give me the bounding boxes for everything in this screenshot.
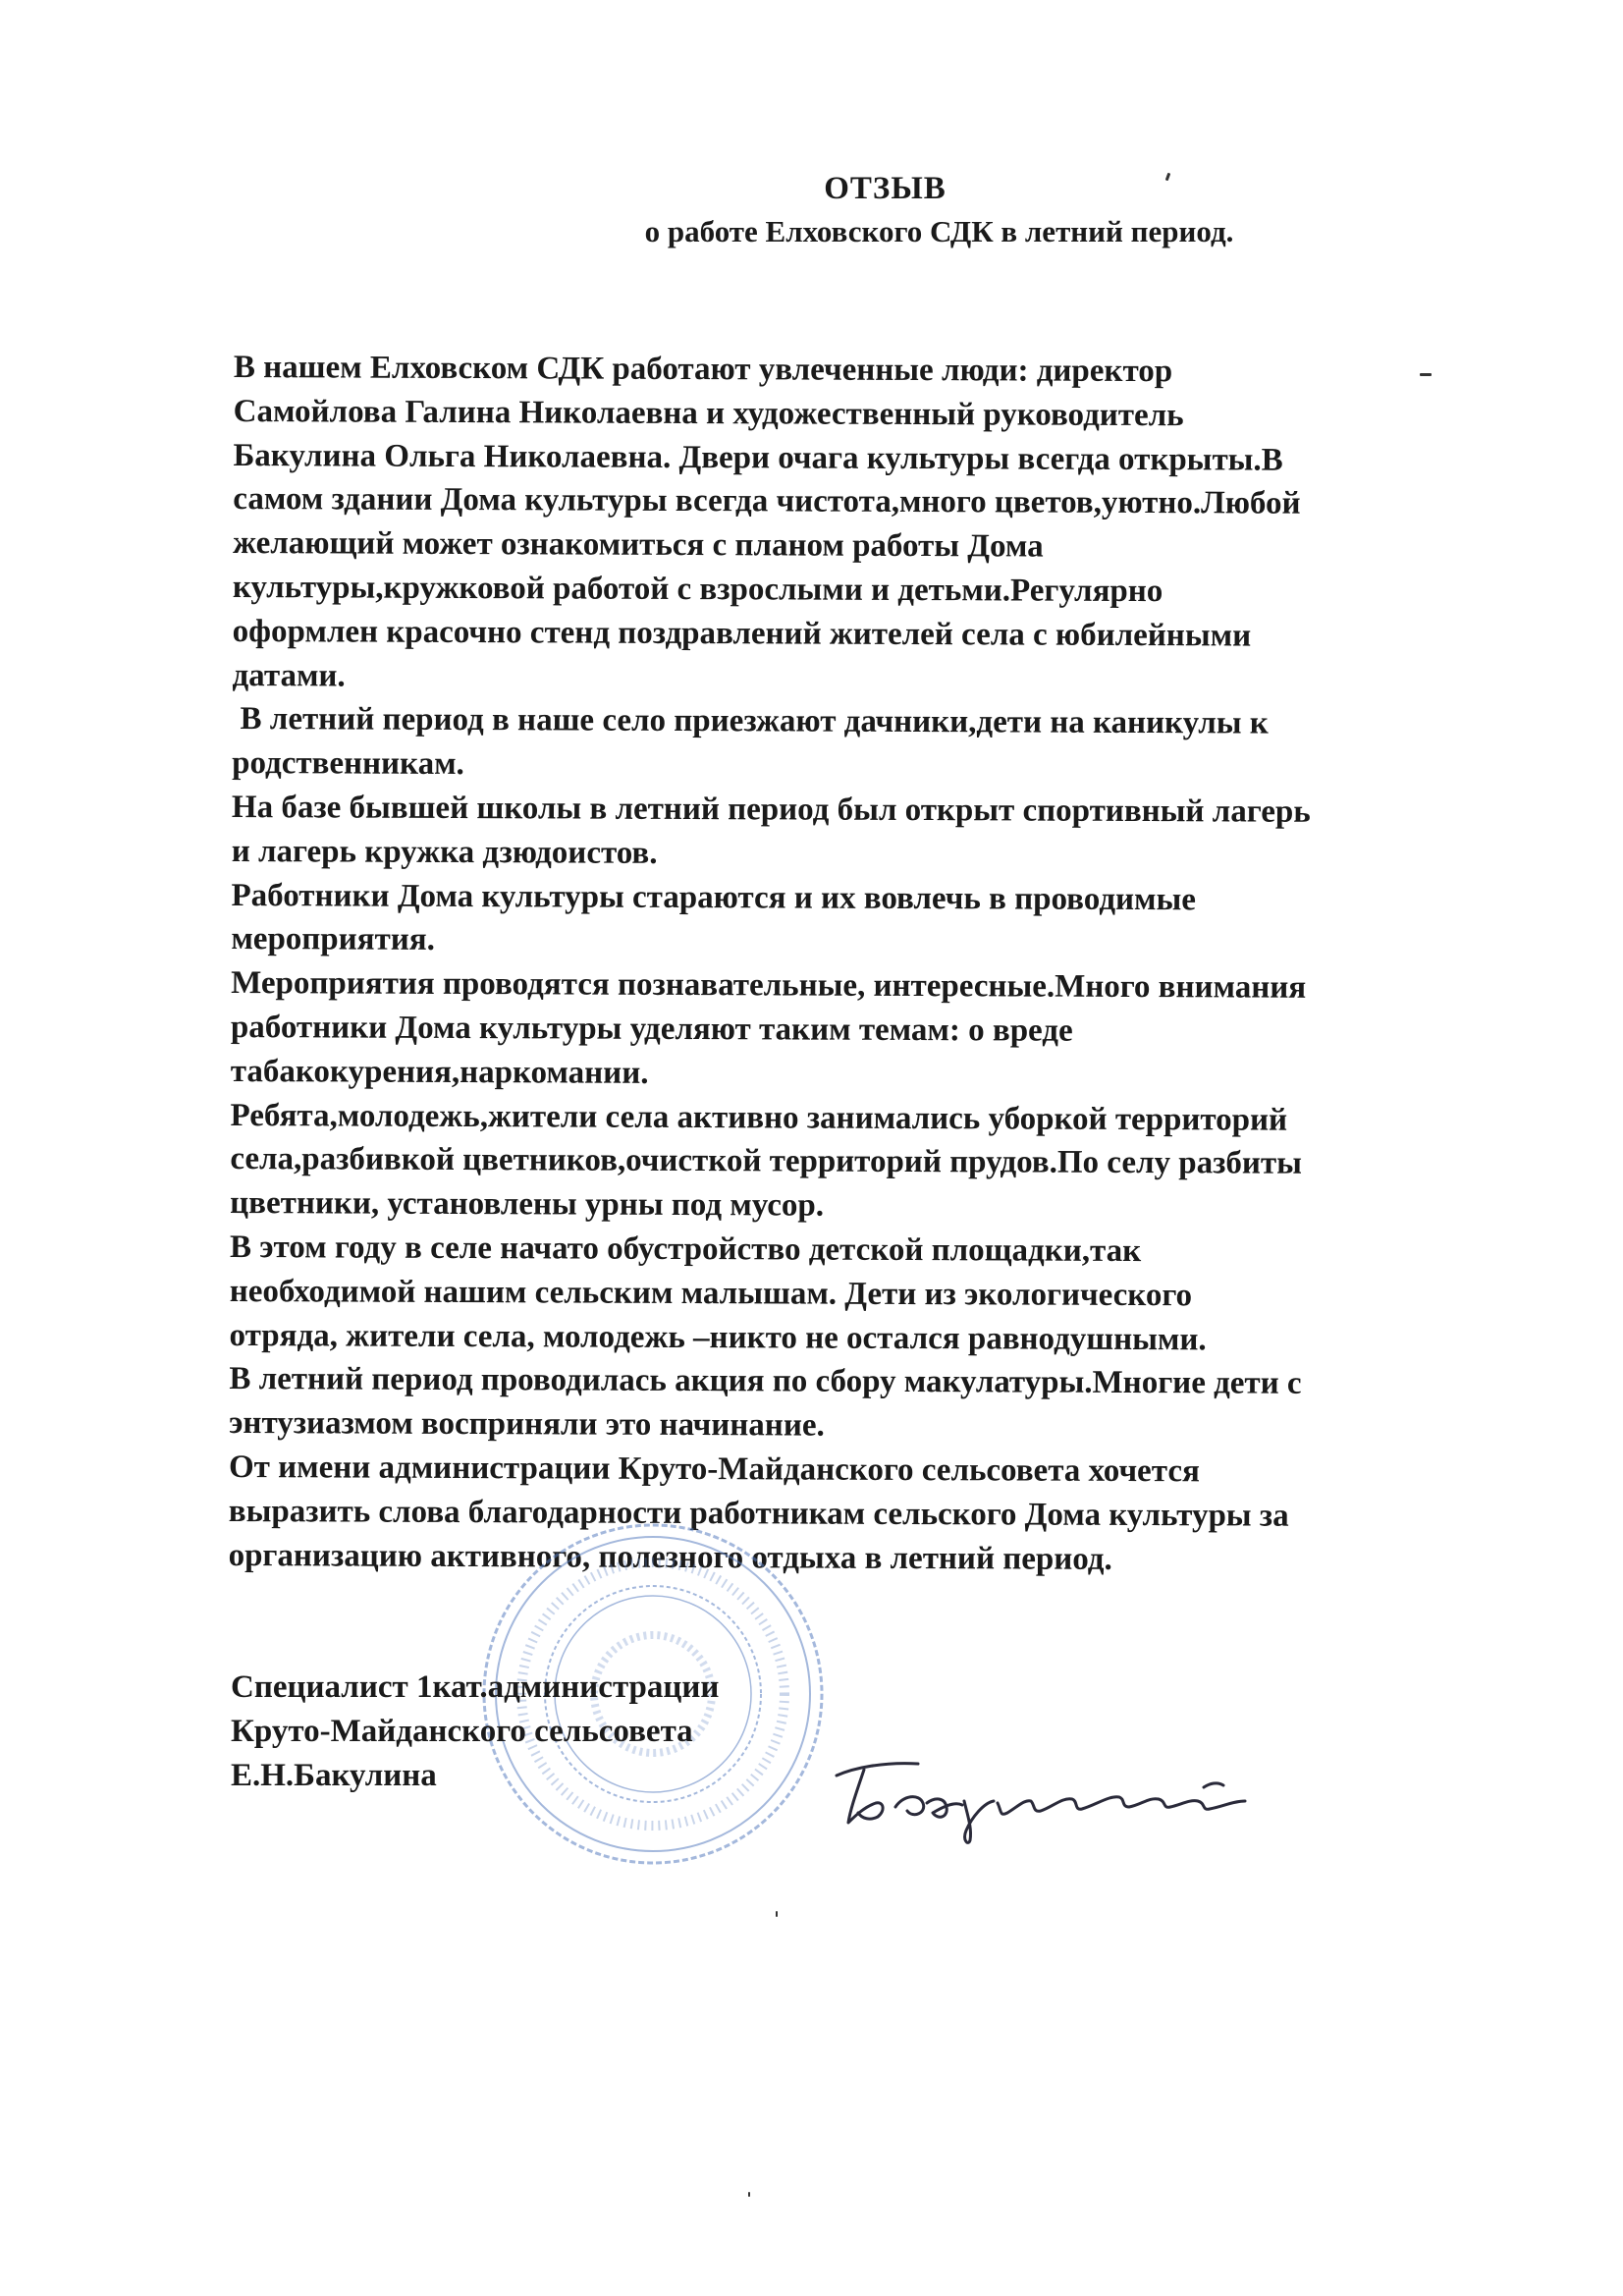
body-line: отряда, жители села, молодежь –никто не остался равнодушными. bbox=[229, 1317, 1207, 1357]
body-line: и лагерь кружка дзюдоистов. bbox=[231, 833, 658, 871]
scan-speck bbox=[748, 2192, 750, 2197]
scan-speck bbox=[776, 1911, 778, 1917]
handwritten-signature bbox=[825, 1738, 1257, 1846]
body-line: На базе бывшей школы в летний период был открыт спортивный лагерь bbox=[231, 789, 1311, 830]
body-line: В летний период проводилась акция по сбору макулатуры.Многие дети с bbox=[229, 1361, 1302, 1402]
scan-speck bbox=[1420, 373, 1432, 376]
body-line: датами. bbox=[232, 657, 346, 694]
body-line: культуры,кружковой работой с взрослыми и детьми.Регулярно bbox=[232, 569, 1163, 610]
signatory-name: Е.Н.Бакулина bbox=[231, 1758, 437, 1793]
signatory-position: Специалист 1кат.администрации bbox=[231, 1669, 720, 1705]
body-line: самом здании Дома культуры всегда чистота,много цветов,уютно.Любой bbox=[233, 481, 1301, 522]
body-line: родственникам. bbox=[232, 745, 464, 783]
body-line: выразить слова благодарности работникам сельского Дома культуры за bbox=[228, 1493, 1289, 1534]
body-line: желающий может ознакомиться с планом работы Дома bbox=[233, 525, 1044, 565]
body-line: мероприятия. bbox=[231, 921, 435, 958]
body-line: села,разбивкой цветников,очисткой территорий прудов.По селу разбиты bbox=[230, 1141, 1302, 1182]
body-line: Ребята,молодежь,жители села активно занимались уборкой территорий bbox=[230, 1097, 1288, 1138]
body-line: цветники, установлены урны под мусор. bbox=[230, 1185, 825, 1224]
body-line: работники Дома культуры уделяют таким темам: о вреде bbox=[230, 1009, 1073, 1049]
body-line: Мероприятия проводятся познавательные, интересные.Много внимания bbox=[231, 965, 1307, 1006]
body-line: Самойлова Галина Николаевна и художественный руководитель bbox=[233, 393, 1184, 434]
signature-block bbox=[231, 1666, 719, 1798]
body-line: Бакулина Ольга Николаевна. Двери очага культуры всегда открыты.В bbox=[233, 437, 1283, 478]
body-line: энтузиазмом восприняли это начинание. bbox=[229, 1405, 825, 1444]
body-line: В нашем Елховском СДК работают увлеченные люди: директор bbox=[233, 349, 1173, 390]
title-block bbox=[0, 167, 1623, 253]
signatory-organization: Круто-Майданского сельсовета bbox=[231, 1714, 693, 1749]
document-body bbox=[229, 346, 1500, 1583]
body-line: Работники Дома культуры стараются и их вовлечь в проводимые bbox=[231, 877, 1197, 917]
body-line: оформлен красочно стенд поздравлений жителей села с юбилейными bbox=[232, 613, 1252, 654]
body-line: необходимой нашим сельским малышам. Дети из экологического bbox=[229, 1273, 1193, 1314]
body-line: В летний период в наше село приезжают дачники,дети на каникулы к bbox=[232, 701, 1269, 741]
body-line: организацию активного, полезного отдыха в летний период. bbox=[228, 1537, 1112, 1577]
body-line: От имени администрации Круто-Майданского сельсовета хочется bbox=[228, 1449, 1200, 1490]
document-subtitle: о работе Елховского СДК в летний период. bbox=[644, 214, 1234, 248]
body-line: табакокурения,наркомании. bbox=[230, 1053, 649, 1091]
body-line: В этом году в селе начато обустройство детской площадки,так bbox=[229, 1229, 1142, 1269]
document-title: ОТЗЫВ bbox=[824, 171, 947, 206]
